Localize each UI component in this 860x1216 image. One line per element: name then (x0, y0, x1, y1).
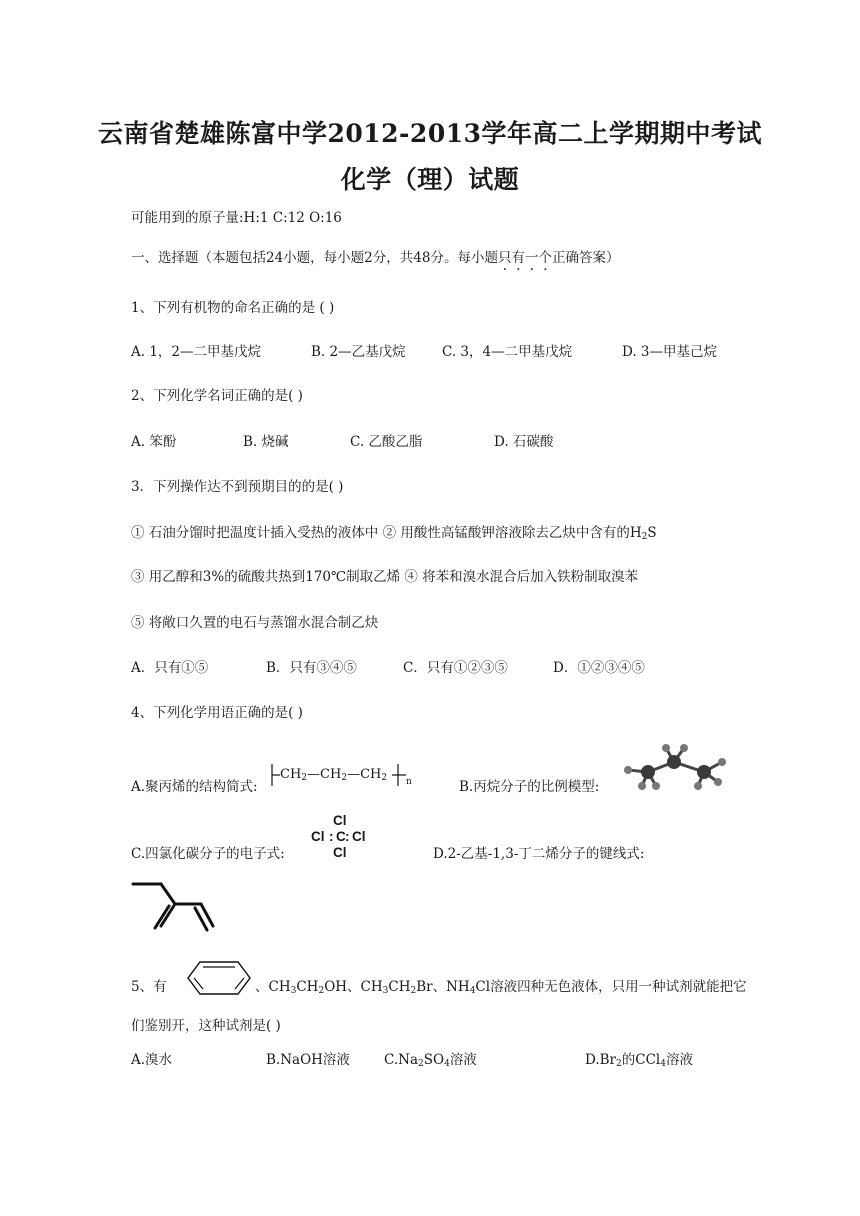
q5-c-text-1: C.Na (384, 1052, 419, 1068)
q3-option-a: A．只有①⑤ (131, 660, 209, 676)
q5-c-sub-1: 2 (418, 1059, 424, 1069)
atomic-mass-note: 可能用到的原子量:H:1 C:12 O:16 (131, 210, 342, 226)
document-title-line2: 化学（理）试题 (340, 165, 520, 194)
benzene-figure (186, 958, 252, 998)
ch2-unit-2: CH (320, 767, 342, 782)
q5-text-2: CH (296, 979, 319, 995)
q5-d-sub-1: 2 (616, 1059, 622, 1069)
ch2-sub-1: 2 (301, 773, 308, 783)
question-1-stem: 1、下列有机物的命名正确的是 ( ) (131, 300, 335, 316)
q4-option-d-label: D.2-乙基-1,3-丁二烯分子的键线式: (433, 846, 645, 862)
ch2-sub-2: 2 (341, 773, 348, 783)
q4-option-a-label: A.聚丙烯的结构简式: (131, 779, 258, 795)
q5-c-text-2: SO (423, 1052, 445, 1068)
cl-bottom: Cl (333, 845, 347, 860)
q1-option-d: D. 3—甲基己烷 (622, 344, 718, 360)
q2-option-d: D. 石碳酸 (494, 434, 554, 450)
q3-option-b: B．只有③④⑤ (266, 660, 357, 676)
q1-option-a: A. 1，2—二甲基戊烷 (131, 344, 262, 360)
q5-option-d (585, 1054, 693, 1069)
q5-d-text-1: D.Br (585, 1052, 617, 1068)
emphasis-char: 一 (524, 250, 539, 266)
q5-sub-2: 2 (318, 986, 325, 996)
q2-option-a: A. 笨酚 (131, 434, 177, 450)
cl-right: Cl (352, 829, 366, 844)
colon-left: : (329, 829, 334, 844)
q5-c-text-3: 溶液 (449, 1052, 477, 1068)
q5-text-5: Br、NH (416, 979, 470, 995)
q5-stem-rest (255, 981, 747, 996)
q5-option-c (384, 1054, 477, 1069)
q2-option-c: C. 乙酸乙脂 (350, 434, 423, 450)
q3-items-1-2 (131, 527, 657, 542)
q1-option-b: B. 2—乙基戊烷 (311, 344, 406, 360)
bond-line-structure-image (131, 876, 215, 932)
benzene-ring-image (186, 958, 252, 998)
q3-item-sub: 2 (641, 532, 648, 542)
ch2-unit-1: CH (280, 767, 302, 782)
section-header-text: 一、选择题（本题包括24小题，每小题2分，共48分。每小题 (131, 250, 498, 266)
question-2-stem: 2、下列化学名词正确的是( ) (131, 388, 303, 404)
q5-sub-4: 2 (410, 986, 417, 996)
propane-ball-model-image (618, 742, 730, 792)
ccl4-electron-formula (311, 814, 373, 862)
q5-stem-prefix: 5、有 (131, 979, 167, 995)
ch2-unit-3: CH (360, 767, 382, 782)
ch2-sub-3: 2 (381, 773, 388, 783)
q4-option-b-label: B.丙烷分子的比例模型: (459, 779, 600, 795)
q3-option-c: C．只有①②③⑤ (403, 660, 508, 676)
q4-option-c-label: C.四氯化碳分子的电子式: (131, 846, 285, 862)
q5-c-sub-2: 4 (444, 1059, 450, 1069)
emphasis-char: 有 (511, 250, 525, 266)
section-emphasis (498, 250, 552, 266)
bond-1: — (307, 767, 321, 782)
diene-skeleton-figure (131, 876, 215, 932)
q5-stem-line2: 们鉴别开，这种试剂是( ) (131, 1018, 281, 1034)
q3-item-text: ① 石油分馏时把温度计插入受热的液体中 ② 用酸性高锰酸钾溶液除去乙炔中含有的H (131, 525, 642, 541)
q3-item-5: ⑤ 将敞口久置的电石与蒸馏水混合制乙炔 (131, 615, 379, 631)
section-header-tail: 正确答案） (551, 250, 620, 266)
polymer-n: n (406, 777, 412, 787)
emphasis-char: 个 (538, 250, 552, 266)
carbon-center: C (336, 829, 346, 844)
q2-option-b: B. 烧碱 (243, 434, 289, 450)
polypropylene-formula (268, 758, 416, 794)
emphasis-char: 只 (497, 250, 512, 266)
question-3-stem: 3．下列操作达不到预期目的的是( ) (131, 479, 344, 495)
q5-d-text-3: 溶液 (665, 1052, 693, 1068)
section-header (131, 252, 619, 266)
q5-text-3: OH、CH (324, 979, 383, 995)
q5-d-text-2: 的CCl (621, 1052, 661, 1068)
q5-sub-5: 4 (469, 986, 476, 996)
q3-items-3-4: ③ 用乙醇和3%的硫酸共热到170℃制取乙烯 ④ 将苯和溴水混合后加入铁粉制取溴苯 (131, 569, 639, 585)
q5-text-1: 、CH (255, 979, 291, 995)
document-title-line1: 云南省楚雄陈富中学2012-2013学年高二上学期期中考试 (97, 119, 763, 148)
question-4-stem: 4、下列化学用语正确的是( ) (131, 705, 303, 721)
q5-text-4: CH (388, 979, 411, 995)
colon-right: : (345, 829, 350, 844)
bond-2: — (347, 767, 361, 782)
q5-sub-3: 3 (382, 986, 389, 996)
q5-d-sub-2: 4 (660, 1059, 666, 1069)
q5-text-6: Cl溶液四种无色液体，只用一种试剂就能把它 (475, 979, 747, 995)
q5-option-b: B.NaOH溶液 (266, 1052, 350, 1068)
q1-option-c: C. 3，4—二甲基戊烷 (442, 344, 573, 360)
propane-model-figure (618, 742, 730, 792)
cl-left: Cl (311, 829, 325, 844)
q3-item-tail: S (647, 525, 657, 541)
q5-sub-1: 3 (290, 986, 297, 996)
cl-top: Cl (333, 813, 347, 828)
polymer-formula-text (280, 768, 387, 783)
q3-option-d: D．①②③④⑤ (553, 660, 645, 676)
q5-option-a: A.溴水 (131, 1052, 173, 1068)
